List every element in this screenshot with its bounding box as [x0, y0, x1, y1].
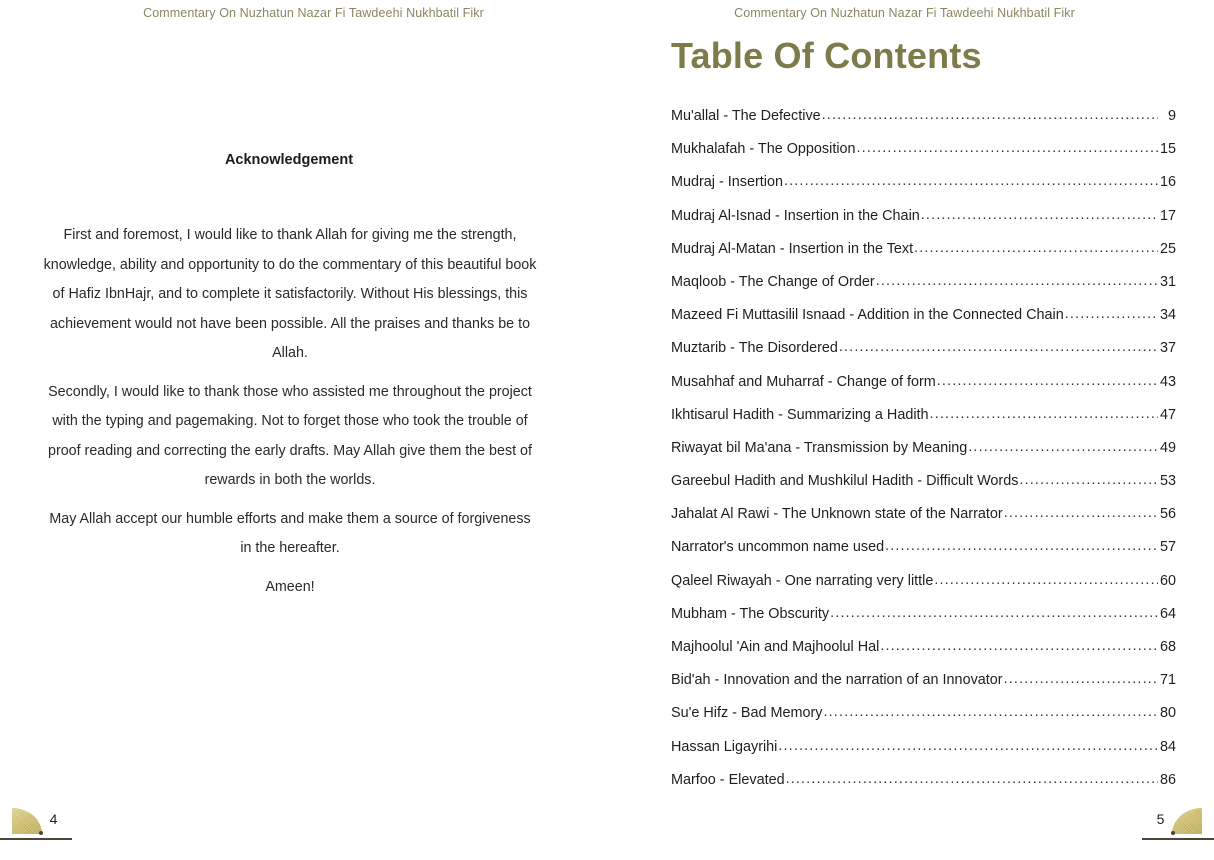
toc-entry-page-number: 56	[1159, 506, 1176, 523]
toc-dot-leader	[822, 108, 1158, 124]
toc-entry-page-number: 15	[1159, 141, 1176, 158]
toc-entry-page-number: 86	[1159, 771, 1176, 788]
toc-entry[interactable]	[671, 374, 1176, 407]
acknowledgement-paragraph: First and foremost, I would like to thank Allah for giving me the strength, knowledge, ability and opportunity to do the commentary of this beautiful book of Hafiz IbnHajr, and to complete it satisfactorily. Without His blessings, this achievement would not have been possible. All the praises and thanks be to Allah.	[43, 227, 537, 361]
toc-dot-leader	[876, 274, 1158, 290]
toc-entry-page-number: 64	[1159, 605, 1176, 622]
toc-dot-leader	[1065, 307, 1158, 323]
toc-entry-page-number: 9	[1167, 108, 1176, 124]
toc-entry-label: Mudraj Al-Matan - Insertion in the Text	[671, 240, 914, 257]
toc-entry[interactable]	[671, 141, 1176, 174]
toc-entry-label: Muztarib - The Disordered	[671, 340, 838, 357]
page-title: Table Of Contents	[671, 35, 982, 76]
toc-entry-label: Narrator's uncommon name used	[671, 539, 885, 556]
folio-rule	[1142, 838, 1214, 840]
toc-entry-page-number: 34	[1159, 307, 1176, 324]
toc-entry[interactable]	[671, 208, 1176, 241]
toc-dot-leader	[830, 606, 1158, 622]
toc-entry-page-number: 43	[1159, 373, 1176, 390]
toc-dot-leader	[921, 208, 1158, 224]
toc-entry-label: Mubham - The Obscurity	[671, 605, 830, 622]
toc-dot-leader	[839, 340, 1158, 356]
toc-entry-label: Hassan Ligayrihi	[671, 738, 778, 755]
toc-entry-page-number: 80	[1159, 705, 1176, 722]
toc-entry-label: Qaleel Riwayah - One narrating very little	[671, 572, 934, 589]
toc-entry[interactable]	[671, 672, 1176, 705]
toc-dot-leader	[1019, 473, 1158, 489]
right-page	[607, 0, 1214, 860]
toc-entry-page-number: 53	[1159, 473, 1176, 490]
toc-dot-leader	[968, 440, 1158, 456]
toc-entry-label: Mukhalafah - The Opposition	[671, 141, 856, 158]
toc-entry-label: Mazeed Fi Muttasilil Isnaad - Addition in the Connected Chain	[671, 307, 1064, 324]
toc-dot-leader	[786, 772, 1158, 788]
running-header-left: Commentary On Nuzhatun Nazar Fi Tawdeehi Nukhbatil Fikr	[143, 6, 484, 20]
toc-entry[interactable]	[671, 639, 1176, 672]
toc-entry[interactable]	[671, 108, 1176, 141]
toc-dot-leader	[937, 374, 1158, 390]
toc-entry[interactable]	[671, 307, 1176, 340]
toc-entry-page-number: 31	[1159, 273, 1176, 290]
toc-entry[interactable]	[671, 506, 1176, 539]
toc-entry[interactable]	[671, 174, 1176, 207]
toc-entry-label: Mudraj - Insertion	[671, 174, 783, 191]
toc-entry-page-number: 71	[1159, 672, 1176, 689]
toc-entry[interactable]	[671, 573, 1176, 606]
toc-entry-label: Su'e Hifz - Bad Memory	[671, 705, 823, 722]
toc-dot-leader	[1004, 506, 1158, 522]
table-of-contents-list	[671, 108, 1176, 805]
toc-entry-label: Musahhaf and Muharraf - Change of form	[671, 373, 936, 390]
toc-dot-leader	[914, 241, 1158, 257]
toc-dot-leader	[778, 739, 1158, 755]
folio-rule	[0, 838, 72, 840]
folio-right	[1134, 800, 1214, 842]
toc-entry[interactable]	[671, 739, 1176, 772]
toc-entry[interactable]	[671, 440, 1176, 473]
toc-entry-label: Mudraj Al-Isnad - Insertion in the Chain	[671, 207, 920, 224]
toc-entry[interactable]	[671, 539, 1176, 572]
toc-entry-label: Ikhtisarul Hadith - Summarizing a Hadith	[671, 406, 929, 423]
toc-entry-page-number: 84	[1159, 738, 1176, 755]
toc-entry-label: Majhoolul 'Ain and Majhoolul Hal	[671, 639, 880, 655]
acknowledgement-paragraph: Ameen!	[265, 578, 315, 595]
toc-entry[interactable]	[671, 606, 1176, 639]
toc-entry-page-number: 25	[1159, 240, 1176, 257]
toc-entry-page-number: 68	[1159, 639, 1176, 655]
toc-entry-label: Gareebul Hadith and Mushkilul Hadith - Difficult Words	[671, 473, 1019, 490]
toc-entry[interactable]	[671, 340, 1176, 373]
page-number: 4	[49, 811, 58, 827]
toc-entry[interactable]	[671, 407, 1176, 440]
toc-entry[interactable]	[671, 705, 1176, 738]
toc-dot-leader	[880, 639, 1158, 655]
toc-entry-page-number: 49	[1159, 439, 1176, 456]
toc-entry-label: Mu'allal - The Defective	[671, 108, 821, 124]
toc-entry[interactable]	[671, 241, 1176, 274]
toc-entry[interactable]	[671, 473, 1176, 506]
page-number: 5	[1156, 811, 1165, 827]
acknowledgement-paragraph: Secondly, I would like to thank those who assisted me throughout the project with the typing and pagemaking. Not to forget those who took the trouble of proof reading and correcting the early drafts. May Allah give them the best of rewards in both the worlds.	[48, 383, 532, 488]
acknowledgement-heading: Acknowledgement	[224, 152, 354, 168]
running-header-right: Commentary On Nuzhatun Nazar Fi Tawdeehi Nukhbatil Fikr	[734, 6, 1075, 20]
toc-entry-page-number: 17	[1159, 207, 1176, 224]
toc-entry-label: Maqloob - The Change of Order	[671, 273, 875, 290]
toc-entry[interactable]	[671, 772, 1176, 805]
folio-left	[0, 800, 80, 842]
toc-dot-leader	[857, 141, 1158, 157]
toc-entry-page-number: 16	[1159, 174, 1176, 191]
acknowledgement-body	[42, 221, 538, 602]
toc-entry-label: Bid'ah - Innovation and the narration of an Innovator	[671, 672, 1003, 689]
toc-entry[interactable]	[671, 274, 1176, 307]
toc-entry-label: Riwayat bil Ma'ana - Transmission by Meaning	[671, 439, 968, 456]
toc-dot-leader	[885, 539, 1158, 555]
toc-entry-page-number: 60	[1159, 572, 1176, 589]
toc-dot-leader	[1004, 672, 1158, 688]
toc-dot-leader	[824, 705, 1159, 721]
fan-ornament-icon	[1172, 808, 1202, 834]
toc-dot-leader	[930, 407, 1158, 423]
acknowledgement-paragraph: May Allah accept our humble efforts and make them a source of forgiveness in the hereafter.	[49, 510, 531, 556]
toc-dot-leader	[934, 573, 1158, 589]
toc-entry-page-number: 47	[1159, 406, 1176, 423]
fan-ornament-icon	[12, 808, 42, 834]
toc-entry-page-number: 37	[1159, 340, 1176, 357]
toc-dot-leader	[784, 174, 1158, 190]
toc-entry-page-number: 57	[1159, 539, 1176, 556]
toc-entry-label: Marfoo - Elevated	[671, 771, 785, 788]
toc-entry-label: Jahalat Al Rawi - The Unknown state of the Narrator	[671, 506, 1003, 523]
